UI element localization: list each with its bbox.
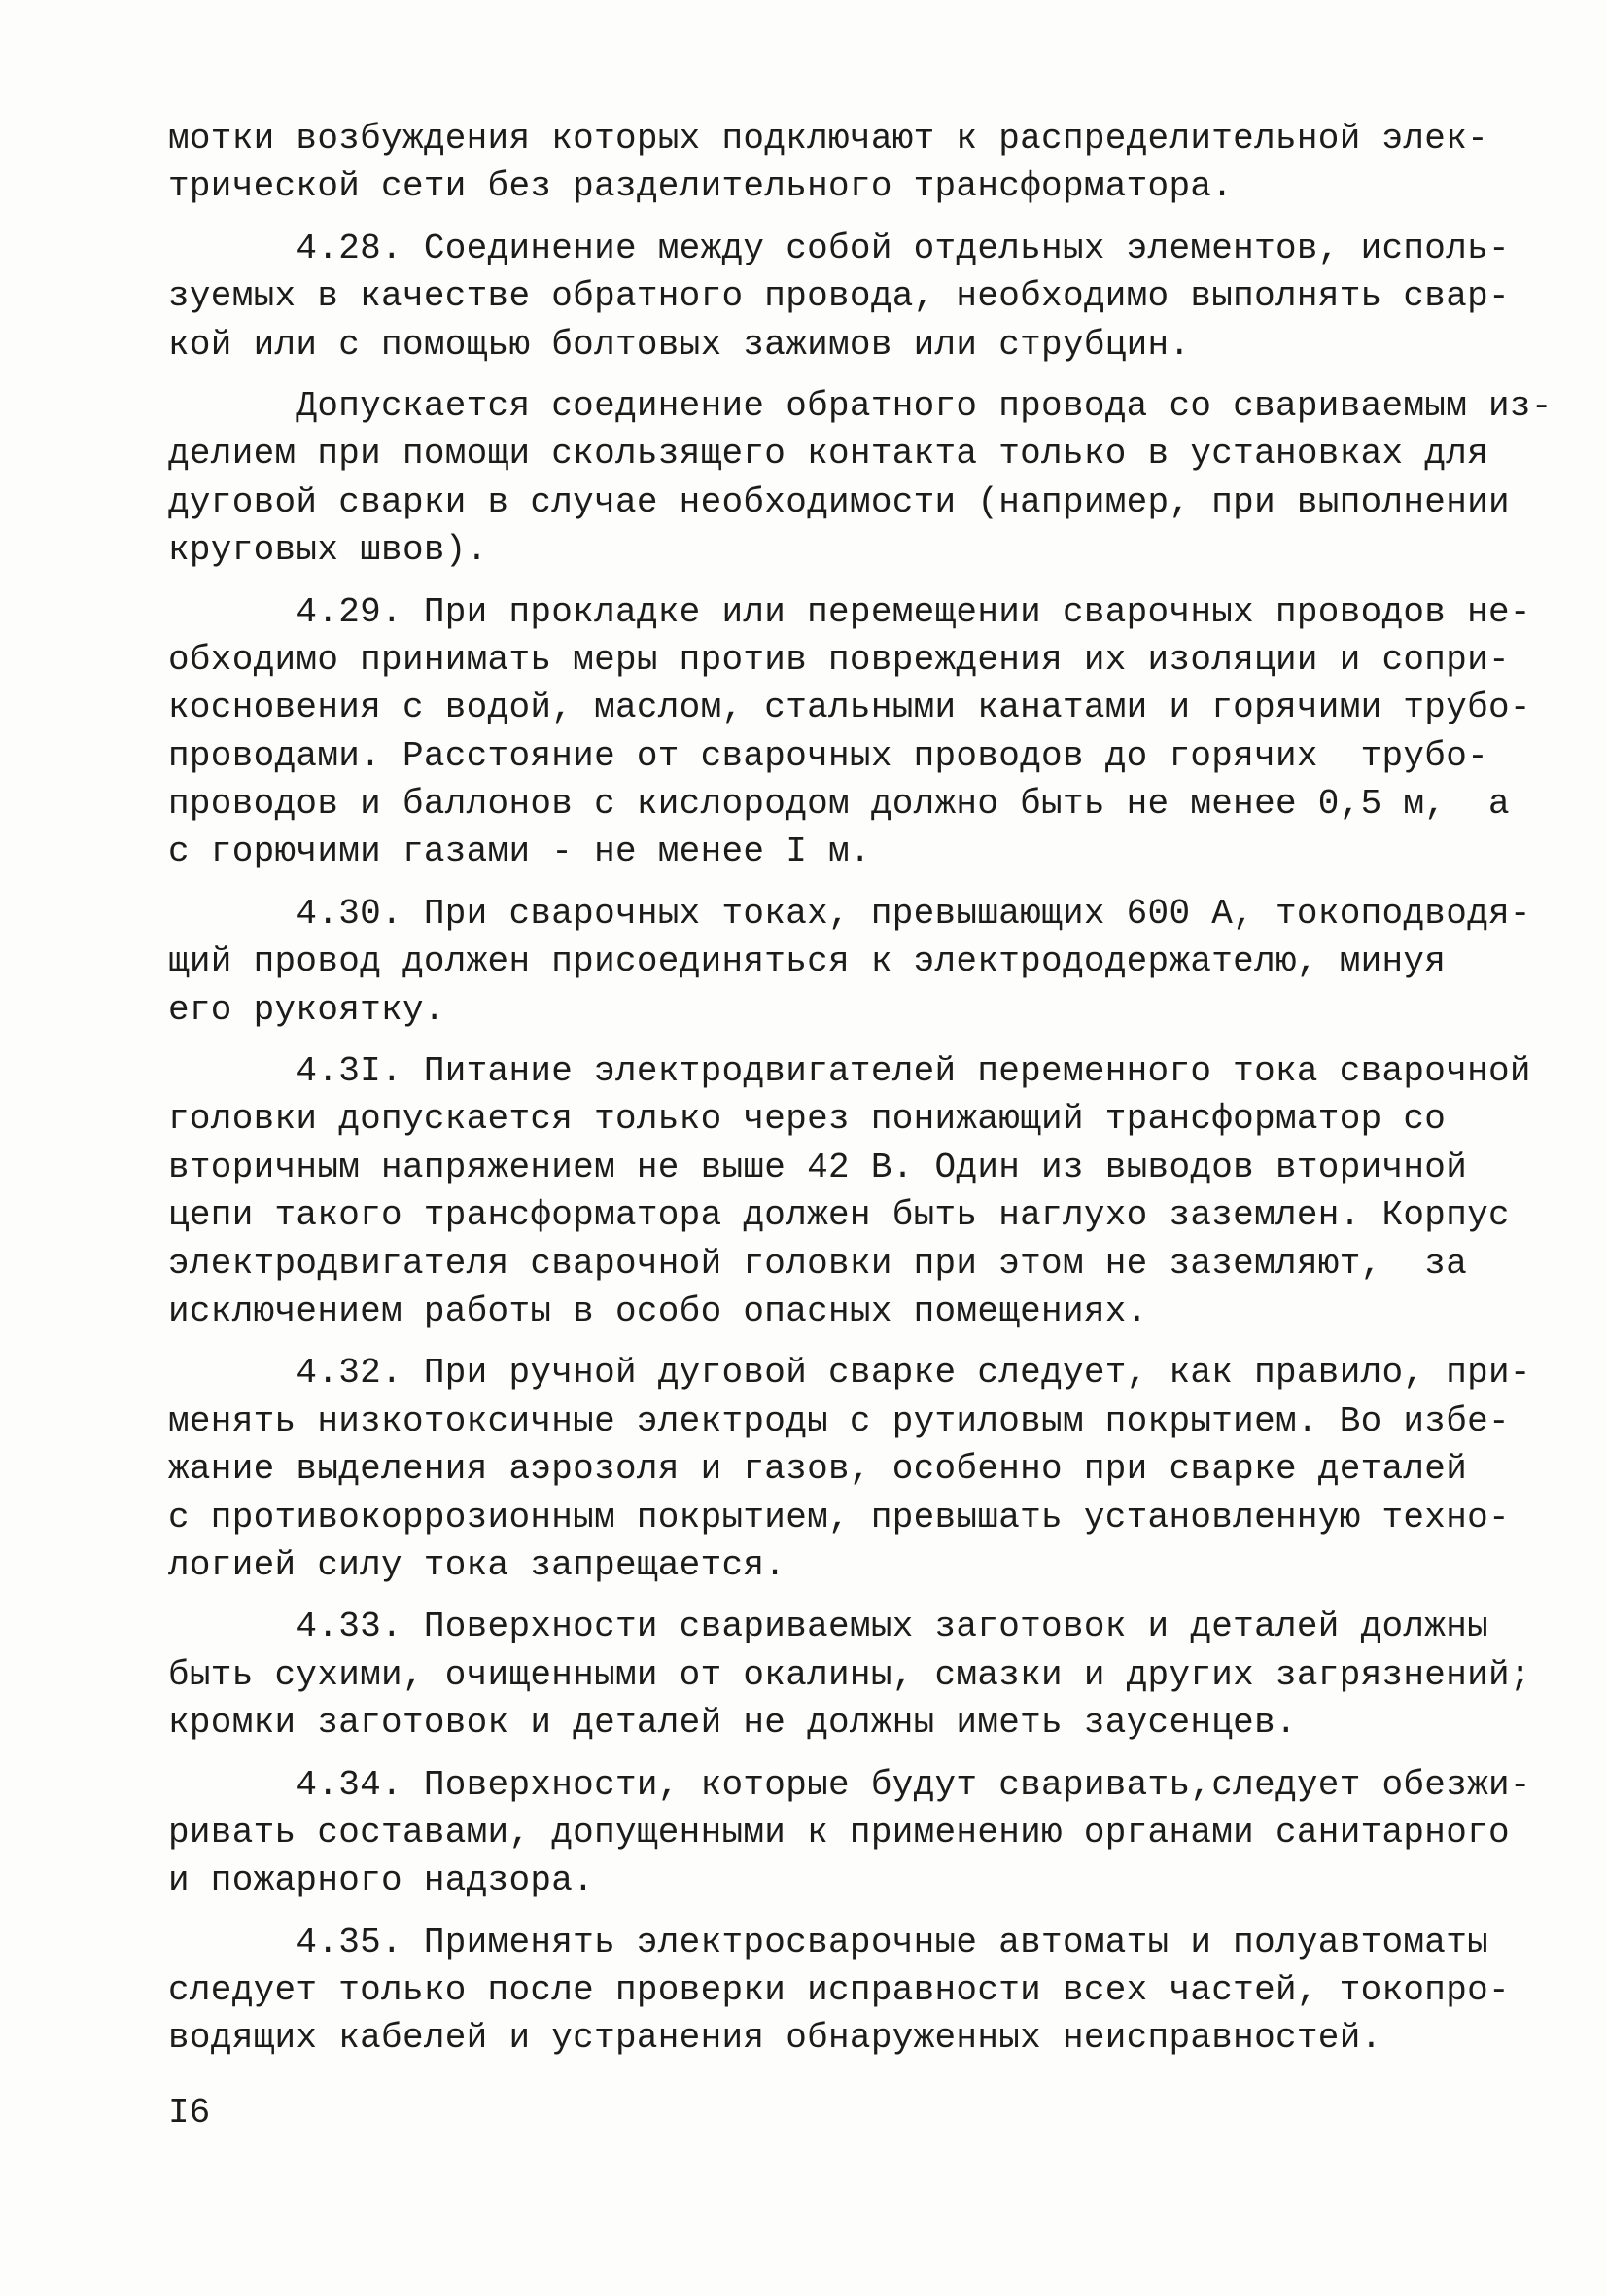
paragraph-gap xyxy=(168,1335,1432,1349)
paragraph-4-34 xyxy=(168,1761,1531,1905)
text-line: 4.35. Применять электросварочные автоматы и полуавтоматы xyxy=(168,1922,1489,1962)
text-line: 4.29. При прокладке или перемещении сварочных проводов не- xyxy=(168,591,1531,632)
text-line: его рукоятку. xyxy=(168,989,445,1030)
text-line: ривать составами, допущенными к применению органами санитарного xyxy=(168,1812,1510,1853)
text-line: круговых швов). xyxy=(168,530,488,571)
text-line: проводов и баллонов с кислородом должно быть не менее 0,5 м, а xyxy=(168,784,1510,825)
text-line: электродвигателя сварочной головки при этом не заземляют, за xyxy=(168,1243,1468,1284)
text-line: водящих кабелей и устранения обнаруженных неисправностей. xyxy=(168,2018,1382,2059)
text-line: зуемых в качестве обратного провода, необходимо выполнять свар- xyxy=(168,276,1510,317)
text-line: цепи такого трансформатора должен быть наглухо заземлен. Корпус xyxy=(168,1195,1510,1236)
text-line: делием при помощи скользящего контакта только в установках для xyxy=(168,434,1489,475)
paragraph-4-32 xyxy=(168,1349,1531,1589)
paragraph-4-28-b xyxy=(168,382,1553,575)
text-line: щий провод должен присоединяться к электрододержателю, минуя xyxy=(168,941,1447,982)
paragraph-4-33 xyxy=(168,1603,1531,1747)
text-line: проводами. Расстояние от сварочных проводов до горячих трубо- xyxy=(168,735,1489,776)
paragraph-4-29 xyxy=(168,588,1531,876)
text-line: 4.33. Поверхности свариваемых заготовок и деталей должны xyxy=(168,1607,1489,1647)
text-line: кромки заготовок и деталей не должны иметь заусенцев. xyxy=(168,1703,1297,1744)
paragraph-gap xyxy=(168,1905,1432,1919)
paragraph-gap xyxy=(168,211,1432,225)
text-line: 4.3I. Питание электродвигателей переменного тока сварочной xyxy=(168,1051,1531,1092)
text-line: мотки возбуждения которых подключают к распределительной элек- xyxy=(168,119,1489,159)
text-line: с противокоррозионным покрытием, превышать установленную техно- xyxy=(168,1497,1510,1537)
paragraph-4-27-cont xyxy=(168,115,1489,211)
paragraph-4-28 xyxy=(168,225,1510,369)
text-line: обходимо принимать меры против повреждения их изоляции и сопри- xyxy=(168,639,1510,680)
text-line: 4.34. Поверхности, которые будут сваривать,следует обезжи- xyxy=(168,1764,1531,1805)
text-line: Допускается соединение обратного провода со свариваемым из- xyxy=(168,385,1553,426)
text-line: и пожарного надзора. xyxy=(168,1860,595,1901)
page-number: I6 xyxy=(168,2093,211,2133)
paragraph-gap xyxy=(168,575,1432,588)
text-line: трической сети без разделительного трансформатора. xyxy=(168,166,1234,207)
paragraph-gap xyxy=(168,1748,1432,1761)
text-line: 4.32. При ручной дуговой сварке следует, как правило, при- xyxy=(168,1353,1531,1394)
paragraph-gap xyxy=(168,876,1432,890)
text-line: менять низкотоксичные электроды с рутиловым покрытием. Во избе- xyxy=(168,1400,1510,1441)
text-line: головки допускается только через понижающий трансформатор со xyxy=(168,1099,1447,1140)
paragraph-gap xyxy=(168,1589,1432,1603)
text-line: вторичным напряжением не выше 42 В. Один из выводов вторичной xyxy=(168,1147,1468,1187)
text-line: косновения с водой, маслом, стальными канатами и горячими трубо- xyxy=(168,688,1531,728)
text-line: 4.30. При сварочных токах, превышающих 600 А, токоподводя- xyxy=(168,893,1531,934)
text-line: 4.28. Соединение между собой отдельных элементов, исполь- xyxy=(168,228,1510,268)
paragraph-gap xyxy=(168,369,1432,382)
paragraph-4-30 xyxy=(168,890,1531,1034)
paragraph-gap xyxy=(168,1034,1432,1047)
paragraph-4-31 xyxy=(168,1047,1531,1335)
text-line: дуговой сварки в случае необходимости (например, при выполнении xyxy=(168,481,1510,522)
paragraph-4-35 xyxy=(168,1919,1510,2063)
text-line: с горючими газами - не менее I м. xyxy=(168,831,871,872)
text-line: кой или с помощью болтовых зажимов или струбцин. xyxy=(168,324,1191,365)
text-line: жание выделения аэрозоля и газов, особенно при сварке деталей xyxy=(168,1449,1468,1490)
text-line: следует только после проверки исправности всех частей, токопро- xyxy=(168,1970,1510,2011)
text-line: исключением работы в особо опасных помещениях. xyxy=(168,1290,1148,1331)
document-body xyxy=(168,115,1553,2063)
text-line: быть сухими, очищенными от окалины, смазки и других загрязнений; xyxy=(168,1654,1531,1695)
text-line: логией силу тока запрещается. xyxy=(168,1544,786,1585)
